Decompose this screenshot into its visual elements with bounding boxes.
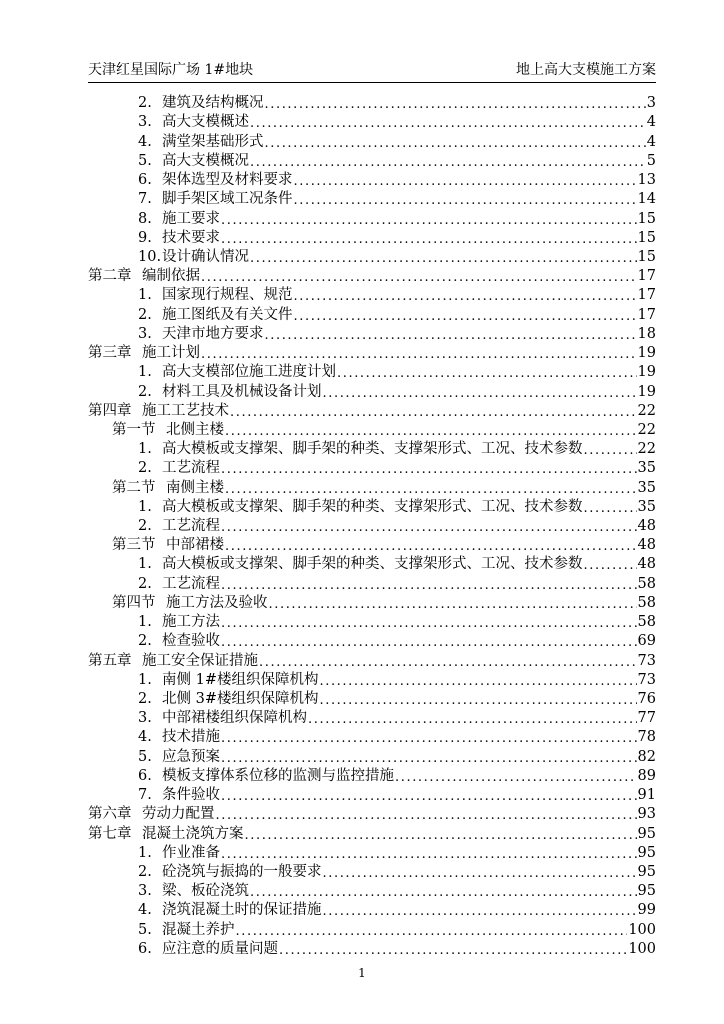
toc-entry-number: 第七章 bbox=[88, 825, 132, 842]
toc-entry-page: 69 bbox=[637, 633, 656, 650]
toc-entry-title: 满堂架基础形式 bbox=[162, 133, 264, 150]
toc-entry-title: 建筑及结构概况 bbox=[162, 95, 264, 112]
toc-entry-page: 99 bbox=[637, 902, 656, 919]
toc-entry bbox=[88, 402, 656, 421]
toc-dot-leader bbox=[279, 943, 627, 959]
toc-entry bbox=[88, 344, 656, 363]
toc-dot-leader bbox=[221, 520, 637, 536]
toc-dot-leader bbox=[584, 501, 637, 517]
toc-entry-page: 58 bbox=[637, 614, 656, 631]
header-project-name: 天津红星国际广场 1#地块 bbox=[88, 62, 254, 78]
toc-entry-title: 中部裙楼组织保障机构 bbox=[162, 710, 307, 727]
toc-entry-title: 施工方法及验收 bbox=[166, 594, 268, 611]
toc-entry-number: 第三章 bbox=[88, 345, 132, 362]
toc-dot-leader bbox=[319, 674, 636, 690]
toc-dot-leader bbox=[230, 405, 637, 421]
toc-dot-leader bbox=[236, 924, 628, 940]
toc-dot-leader bbox=[294, 289, 637, 305]
toc-dot-leader bbox=[308, 712, 637, 728]
toc-entry-number: 1. bbox=[138, 364, 152, 381]
toc-entry-number: 3. bbox=[138, 710, 152, 727]
toc-entry-number: 5. bbox=[138, 921, 152, 938]
toc-entry-number: 第一节 bbox=[112, 421, 156, 438]
toc-entry bbox=[88, 690, 656, 709]
toc-entry-number: 第二章 bbox=[88, 268, 132, 285]
toc-entry-page: 5 bbox=[646, 152, 656, 169]
toc-entry-number: 8. bbox=[138, 210, 152, 227]
toc-entry-title: 技术要求 bbox=[162, 229, 220, 246]
toc-entry-page: 15 bbox=[637, 210, 656, 227]
toc-entry-title: 施工安全保证措施 bbox=[142, 652, 258, 669]
toc-entry-page: 4 bbox=[646, 114, 656, 131]
toc-entry-number: 2. bbox=[138, 691, 152, 707]
toc-entry bbox=[88, 267, 656, 286]
toc-entry-page: 48 bbox=[637, 537, 656, 554]
toc-entry-number: 3. bbox=[138, 325, 152, 342]
toc-entry-page: 95 bbox=[637, 844, 656, 861]
toc-dot-leader bbox=[221, 616, 637, 632]
toc-entry bbox=[88, 498, 656, 517]
toc-entry-title: 工艺流程 bbox=[162, 518, 220, 535]
toc-entry-page: 77 bbox=[637, 710, 656, 727]
toc-entry-page: 13 bbox=[637, 172, 656, 189]
toc-entry-title: 高大支模概况 bbox=[162, 152, 249, 169]
toc-entry-page: 78 bbox=[637, 729, 656, 746]
toc-dot-leader bbox=[201, 270, 637, 286]
toc-entry-title: 劳动力配置 bbox=[142, 806, 215, 823]
toc-dot-leader bbox=[269, 597, 637, 613]
toc-entry-page: 14 bbox=[637, 191, 656, 208]
toc-entry bbox=[88, 113, 656, 132]
toc-entry-number: 4. bbox=[138, 729, 152, 746]
toc-entry bbox=[88, 632, 656, 651]
toc-entry bbox=[88, 94, 656, 113]
toc-entry-title: 高大模板或支撑架、脚手架的种类、支撑架形式、工况、技术参数 bbox=[162, 498, 583, 515]
toc-entry bbox=[88, 152, 656, 171]
toc-entry-page: 35 bbox=[637, 498, 656, 515]
toc-entry-page: 19 bbox=[637, 383, 656, 400]
toc-entry-number: 第三节 bbox=[112, 537, 156, 554]
toc-entry-number: 2. bbox=[138, 518, 152, 535]
toc-entry-page: 19 bbox=[637, 364, 656, 381]
toc-entry bbox=[88, 920, 656, 939]
toc-entry bbox=[88, 382, 656, 401]
toc-entry-page: 22 bbox=[637, 421, 656, 438]
toc-entry bbox=[88, 901, 656, 920]
toc-entry-title: 施工计划 bbox=[142, 345, 200, 362]
toc-entry-number: 6. bbox=[138, 767, 152, 784]
toc-entry-page: 93 bbox=[637, 806, 656, 823]
toc-entry-page: 17 bbox=[637, 306, 656, 323]
toc-entry-page: 17 bbox=[637, 287, 656, 304]
toc-dot-leader bbox=[265, 328, 637, 344]
toc-entry-page: 100 bbox=[628, 921, 656, 938]
toc-entry-number: 1. bbox=[138, 441, 152, 458]
toc-entry-title: 检查验收 bbox=[162, 633, 220, 650]
toc-entry-number: 第四节 bbox=[112, 594, 156, 611]
header-document-title: 地上高大支模施工方案 bbox=[516, 62, 656, 78]
page-header bbox=[88, 60, 656, 83]
toc-entry-page: 15 bbox=[637, 229, 656, 246]
toc-entry-title: 高大模板或支撑架、脚手架的种类、支撑架形式、工况、技术参数 bbox=[162, 556, 583, 573]
toc-entry-title: 梁、板砼浇筑 bbox=[162, 883, 249, 900]
toc-entry-number: 6. bbox=[138, 172, 152, 189]
toc-entry-number: 第四章 bbox=[88, 402, 132, 419]
toc-entry-title: 施工工艺技术 bbox=[142, 402, 229, 419]
toc-entry bbox=[88, 767, 656, 786]
toc-entry bbox=[88, 459, 656, 478]
toc-entry bbox=[88, 248, 656, 267]
toc-dot-leader bbox=[221, 635, 637, 651]
toc-entry-page: 73 bbox=[637, 652, 656, 669]
toc-entry-title: 南侧 1#楼组织保障机构 bbox=[162, 671, 319, 688]
toc-dot-leader bbox=[221, 462, 637, 478]
toc-entry-number: 1. bbox=[138, 614, 152, 631]
toc-entry-number: 5. bbox=[138, 152, 152, 169]
toc-entry-title: 高大支模部位施工进度计划 bbox=[162, 364, 336, 381]
toc-entry-title: 高大支模概述 bbox=[162, 114, 249, 131]
toc-entry-number: 1. bbox=[138, 287, 152, 304]
toc-entry bbox=[88, 824, 656, 843]
toc-entry bbox=[88, 440, 656, 459]
toc-entry-page: 76 bbox=[637, 691, 656, 707]
toc-entry-title: 材料工具及机械设备计划 bbox=[162, 383, 322, 400]
toc-dot-leader bbox=[319, 693, 636, 709]
toc-dot-leader bbox=[584, 443, 637, 459]
toc-dot-leader bbox=[294, 193, 637, 209]
toc-entry-page: 89 bbox=[637, 767, 656, 784]
toc-entry-page: 100 bbox=[628, 940, 656, 957]
toc-entry bbox=[88, 517, 656, 536]
toc-entry-number: 2. bbox=[138, 575, 152, 592]
toc-entry-title: 国家现行规程、规范 bbox=[162, 287, 293, 304]
toc-entry-title: 浇筑混凝土时的保证措施 bbox=[162, 902, 322, 919]
toc-entry-title: 混凝土养护 bbox=[162, 921, 235, 938]
toc-entry bbox=[88, 132, 656, 151]
toc-entry-title: 施工要求 bbox=[162, 210, 220, 227]
toc-dot-leader bbox=[250, 155, 646, 171]
toc-entry-title: 工艺流程 bbox=[162, 575, 220, 592]
toc-entry-number: 1. bbox=[138, 556, 152, 573]
toc-dot-leader bbox=[201, 347, 637, 363]
toc-dot-leader bbox=[225, 482, 637, 498]
toc-entry-number: 2. bbox=[138, 95, 152, 112]
toc-entry-page: 73 bbox=[637, 671, 656, 688]
toc-entry-page: 15 bbox=[637, 248, 656, 265]
toc-entry bbox=[88, 651, 656, 670]
toc-entry-title: 应急预案 bbox=[162, 748, 220, 765]
toc-dot-leader bbox=[323, 866, 637, 882]
table-of-contents bbox=[88, 94, 656, 959]
toc-entry-title: 应注意的质量问题 bbox=[162, 940, 278, 957]
toc-entry bbox=[88, 478, 656, 497]
toc-entry-number: 7. bbox=[138, 191, 152, 208]
toc-entry-number: 9. bbox=[138, 229, 152, 246]
toc-entry-number: 第五章 bbox=[88, 652, 132, 669]
toc-dot-leader bbox=[221, 232, 637, 248]
toc-dot-leader bbox=[225, 424, 637, 440]
toc-entry-title: 设计确认情况 bbox=[162, 248, 249, 265]
toc-dot-leader bbox=[250, 251, 637, 267]
toc-dot-leader bbox=[250, 116, 646, 132]
toc-entry bbox=[88, 671, 656, 690]
toc-entry-number: 1. bbox=[138, 671, 152, 688]
toc-entry-page: 19 bbox=[637, 345, 656, 362]
toc-entry-page: 4 bbox=[646, 133, 656, 150]
toc-entry-number: 2. bbox=[138, 460, 152, 477]
toc-entry-number: 第六章 bbox=[88, 806, 132, 823]
toc-entry bbox=[88, 882, 656, 901]
toc-entry-page: 22 bbox=[637, 441, 656, 458]
toc-entry bbox=[88, 555, 656, 574]
toc-entry-page: 17 bbox=[637, 268, 656, 285]
toc-dot-leader bbox=[225, 539, 637, 555]
toc-dot-leader bbox=[395, 770, 637, 786]
toc-entry-page: 35 bbox=[637, 460, 656, 477]
toc-dot-leader bbox=[221, 847, 637, 863]
toc-entry-title: 中部裙楼 bbox=[166, 537, 224, 554]
toc-entry bbox=[88, 594, 656, 613]
toc-dot-leader bbox=[221, 751, 637, 767]
toc-dot-leader bbox=[265, 97, 646, 113]
toc-dot-leader bbox=[265, 136, 646, 152]
toc-entry-number: 6. bbox=[138, 940, 152, 957]
toc-entry bbox=[88, 844, 656, 863]
toc-entry-number: 3. bbox=[138, 883, 152, 900]
toc-entry-number: 4. bbox=[138, 902, 152, 919]
toc-entry bbox=[88, 709, 656, 728]
toc-entry-page: 58 bbox=[637, 575, 656, 592]
toc-entry bbox=[88, 190, 656, 209]
toc-dot-leader bbox=[221, 789, 637, 805]
toc-entry-number: 4. bbox=[138, 133, 152, 150]
toc-entry-number: 2. bbox=[138, 383, 152, 400]
toc-entry bbox=[88, 863, 656, 882]
toc-entry-number: 3. bbox=[138, 114, 152, 131]
toc-entry-page: 95 bbox=[637, 883, 656, 900]
toc-dot-leader bbox=[294, 174, 637, 190]
page-number: 1 bbox=[358, 966, 366, 980]
toc-entry bbox=[88, 805, 656, 824]
toc-entry bbox=[88, 229, 656, 248]
toc-dot-leader bbox=[245, 828, 637, 844]
toc-entry bbox=[88, 363, 656, 382]
toc-entry-page: 95 bbox=[637, 825, 656, 842]
toc-entry-title: 作业准备 bbox=[162, 844, 220, 861]
toc-entry bbox=[88, 613, 656, 632]
toc-entry-title: 天津市地方要求 bbox=[162, 325, 264, 342]
toc-entry bbox=[88, 209, 656, 228]
toc-dot-leader bbox=[221, 213, 637, 229]
toc-dot-leader bbox=[323, 904, 637, 920]
toc-entry-page: 82 bbox=[637, 748, 656, 765]
toc-dot-leader bbox=[221, 731, 637, 747]
toc-entry-title: 施工方法 bbox=[162, 614, 220, 631]
toc-entry-title: 高大模板或支撑架、脚手架的种类、支撑架形式、工况、技术参数 bbox=[162, 441, 583, 458]
toc-entry bbox=[88, 286, 656, 305]
toc-entry-page: 22 bbox=[637, 402, 656, 419]
toc-entry bbox=[88, 325, 656, 344]
toc-entry-page: 18 bbox=[637, 325, 656, 342]
toc-entry-title: 条件验收 bbox=[162, 787, 220, 804]
toc-entry bbox=[88, 786, 656, 805]
toc-entry-page: 48 bbox=[637, 556, 656, 573]
toc-entry bbox=[88, 728, 656, 747]
toc-entry-title: 工艺流程 bbox=[162, 460, 220, 477]
toc-entry bbox=[88, 940, 656, 959]
toc-entry-page: 58 bbox=[637, 594, 656, 611]
toc-entry bbox=[88, 421, 656, 440]
toc-dot-leader bbox=[216, 808, 637, 824]
toc-entry-page: 95 bbox=[637, 863, 656, 880]
toc-entry-page: 35 bbox=[637, 479, 656, 496]
toc-entry-number: 5. bbox=[138, 748, 152, 765]
toc-entry-title: 北侧 3#楼组织保障机构 bbox=[162, 691, 319, 707]
toc-entry-number: 2. bbox=[138, 633, 152, 650]
toc-entry bbox=[88, 171, 656, 190]
toc-entry-title: 南侧主楼 bbox=[166, 479, 224, 496]
toc-dot-leader bbox=[323, 386, 637, 402]
toc-entry-number: 第二节 bbox=[112, 479, 156, 496]
toc-entry bbox=[88, 536, 656, 555]
toc-entry-number: 1. bbox=[138, 844, 152, 861]
toc-dot-leader bbox=[221, 578, 637, 594]
toc-entry-number: 1. bbox=[138, 498, 152, 515]
toc-dot-leader bbox=[250, 885, 637, 901]
toc-entry bbox=[88, 574, 656, 593]
toc-entry-title: 砼浇筑与振捣的一般要求 bbox=[162, 863, 322, 880]
toc-entry-title: 架体选型及材料要求 bbox=[162, 172, 293, 189]
toc-dot-leader bbox=[259, 655, 637, 671]
toc-entry-number: 2. bbox=[138, 863, 152, 880]
toc-entry-page: 3 bbox=[646, 95, 656, 112]
toc-dot-leader bbox=[294, 309, 637, 325]
toc-entry-number: 7. bbox=[138, 787, 152, 804]
toc-entry-title: 施工图纸及有关文件 bbox=[162, 306, 293, 323]
toc-entry-number: 10. bbox=[138, 248, 162, 265]
toc-entry-number: 2. bbox=[138, 306, 152, 323]
toc-entry-title: 北侧主楼 bbox=[166, 421, 224, 438]
toc-entry-title: 模板支撑体系位移的监测与监控措施 bbox=[162, 767, 394, 784]
toc-entry-page: 48 bbox=[637, 518, 656, 535]
toc-entry-title: 技术措施 bbox=[162, 729, 220, 746]
toc-entry bbox=[88, 305, 656, 324]
toc-entry-title: 混凝土浇筑方案 bbox=[142, 825, 244, 842]
toc-entry-title: 脚手架区域工况条件 bbox=[162, 191, 293, 208]
toc-entry bbox=[88, 747, 656, 766]
toc-entry-title: 编制依据 bbox=[142, 268, 200, 285]
toc-entry-page: 91 bbox=[637, 787, 656, 804]
toc-dot-leader bbox=[337, 366, 637, 382]
toc-dot-leader bbox=[584, 558, 637, 574]
